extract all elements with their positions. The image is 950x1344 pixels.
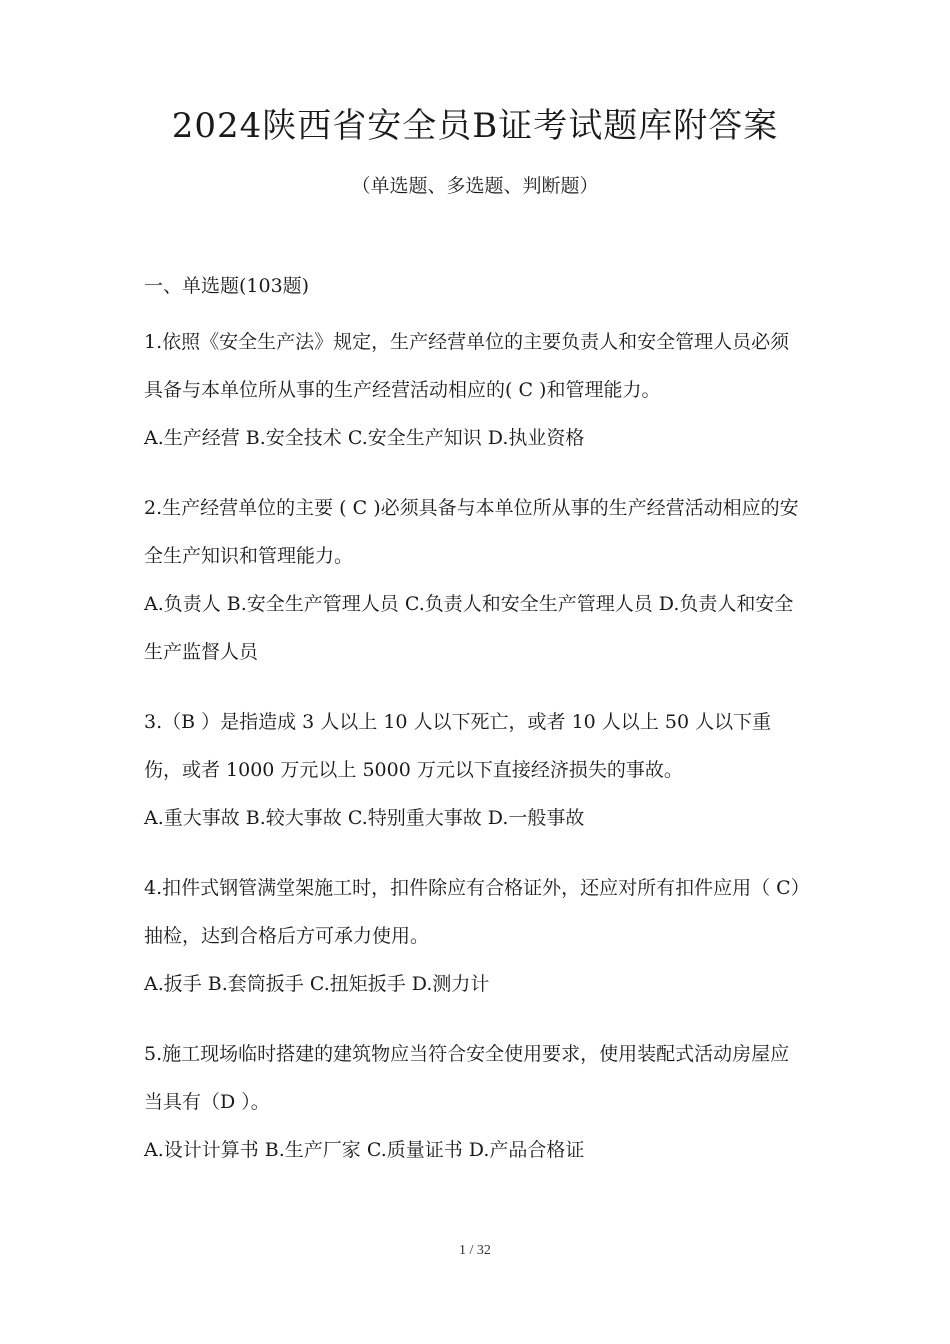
question-stem: 5.施工现场临时搭建的建筑物应当符合安全使用要求，使用装配式活动房屋应当具有（D ）。 (144, 1043, 790, 1113)
question-options: A.生产经营 B.安全技术 C.安全生产知识 D.执业资格 (144, 427, 585, 449)
section-heading: 一、单选题(103题) (144, 275, 310, 297)
question-stem: 2.生产经营单位的主要 ( C )必须具备与本单位所从事的生产经营活动相应的安全生产知识和管理能力。 (144, 497, 799, 567)
question-options: A.扳手 B.套筒扳手 C.扭矩扳手 D.测力计 (144, 973, 490, 995)
question-stem: 3.（B ）是指造成 3 人以上 10 人以下死亡，或者 10 人以上 50 人以下重伤，或者 1000 万元以上 5000 万元以下直接经济损失的事故。 (144, 711, 772, 781)
question-stem: 1.依照《安全生产法》规定，生产经营单位的主要负责人和安全管理人员必须具备与本单位所从事的生产经营活动相应的( C )和管理能力。 (144, 331, 790, 401)
question-options: A.设计计算书 B.生产厂家 C.质量证书 D.产品合格证 (144, 1139, 585, 1161)
question-2 (144, 484, 808, 676)
document-body (144, 268, 808, 1196)
question-options: A.负责人 B.安全生产管理人员 C.负责人和安全生产管理人员 D.负责人和安全生产监督人员 (144, 593, 794, 663)
question-1 (144, 318, 808, 462)
question-4 (144, 864, 808, 1008)
question-5 (144, 1030, 808, 1174)
question-3 (144, 698, 808, 842)
document-title: 2024陕西省安全员B证考试题库附答案 (171, 106, 779, 146)
question-options: A.重大事故 B.较大事故 C.特别重大事故 D.一般事故 (144, 807, 585, 829)
page-number: 1 / 32 (459, 1243, 491, 1258)
document-subtitle: （单选题、多选题、判断题） (351, 175, 599, 197)
question-stem: 4.扣件式钢管满堂架施工时，扣件除应有合格证外，还应对所有扣件应用（ C）抽检，达到合格后方可承力使用。 (144, 877, 801, 947)
